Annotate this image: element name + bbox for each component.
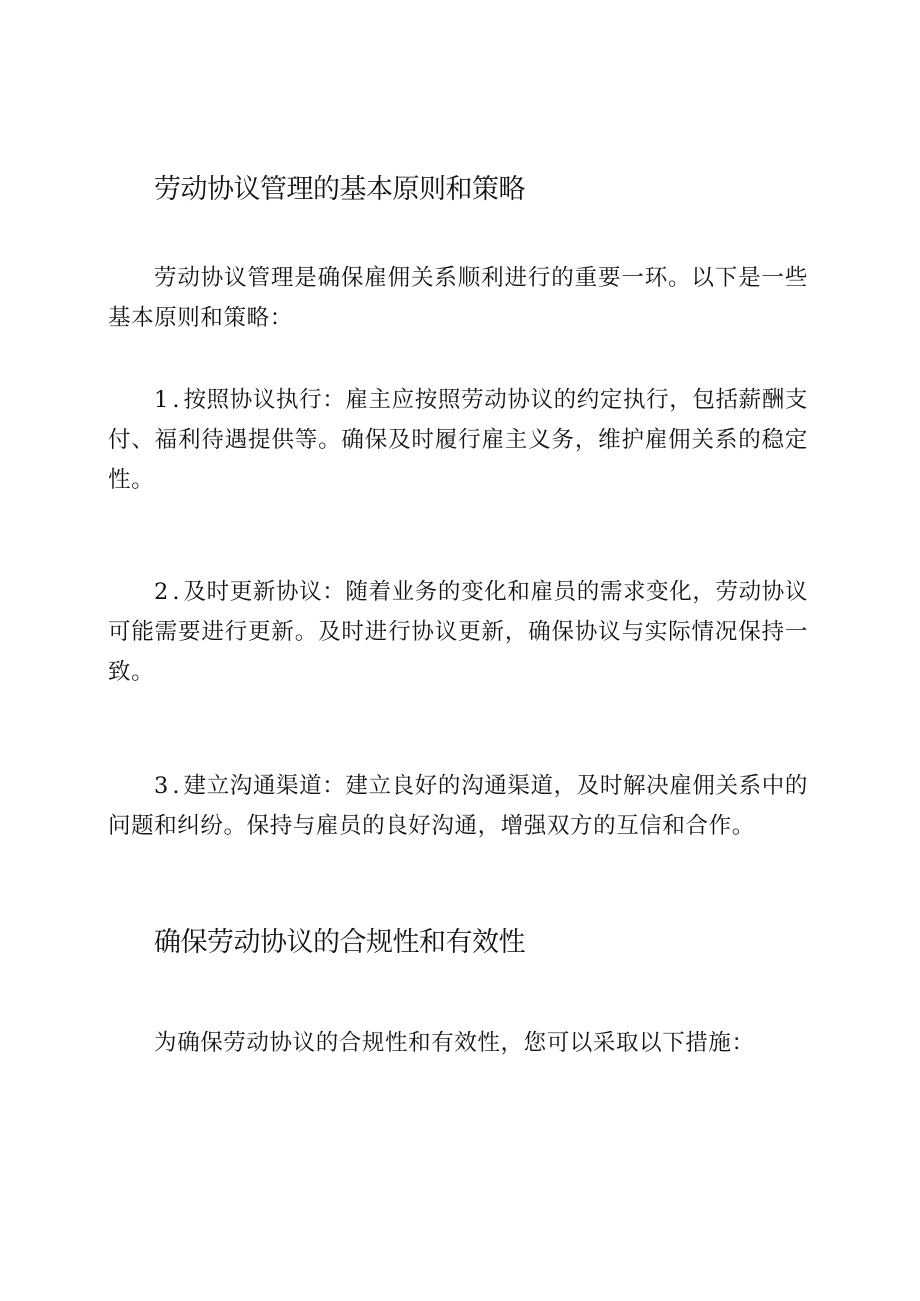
list-item-1: [108, 380, 808, 500]
section-heading-compliance: 确保劳动协议的合规性和有效性: [154, 927, 525, 958]
list-item-2: [108, 572, 808, 692]
list-item-3: [108, 766, 808, 846]
intro-paragraph-compliance: 为确保劳动协议的合规性和有效性，您可以采取以下措施：: [154, 1030, 755, 1056]
list-item-1-text: 按照协议执行：雇主应按照劳动协议的约定执行，包括薪酬支付、福利待遇提供等。确保及时履行雇主义务，维护雇佣关系的稳定性。: [108, 387, 808, 493]
list-item-2-number: 2.: [154, 579, 184, 605]
intro-paragraph-principles: 劳动协议管理是确保雇佣关系顺利进行的重要一环。以下是一些基本原则和策略：: [108, 265, 808, 331]
list-item-2-text: 及时更新协议：随着业务的变化和雇员的需求变化，劳动协议可能需要进行更新。及时进行协议更新，确保协议与实际情况保持一致。: [108, 579, 808, 685]
list-item-3-text: 建立沟通渠道：建立良好的沟通渠道，及时解决雇佣关系中的问题和纠纷。保持与雇员的良好沟通，增强双方的互信和合作。: [108, 773, 808, 839]
list-item-1-number: 1.: [154, 387, 184, 413]
list-item-3-number: 3.: [154, 773, 184, 799]
section-heading-principles: 劳动协议管理的基本原则和策略: [154, 174, 525, 205]
